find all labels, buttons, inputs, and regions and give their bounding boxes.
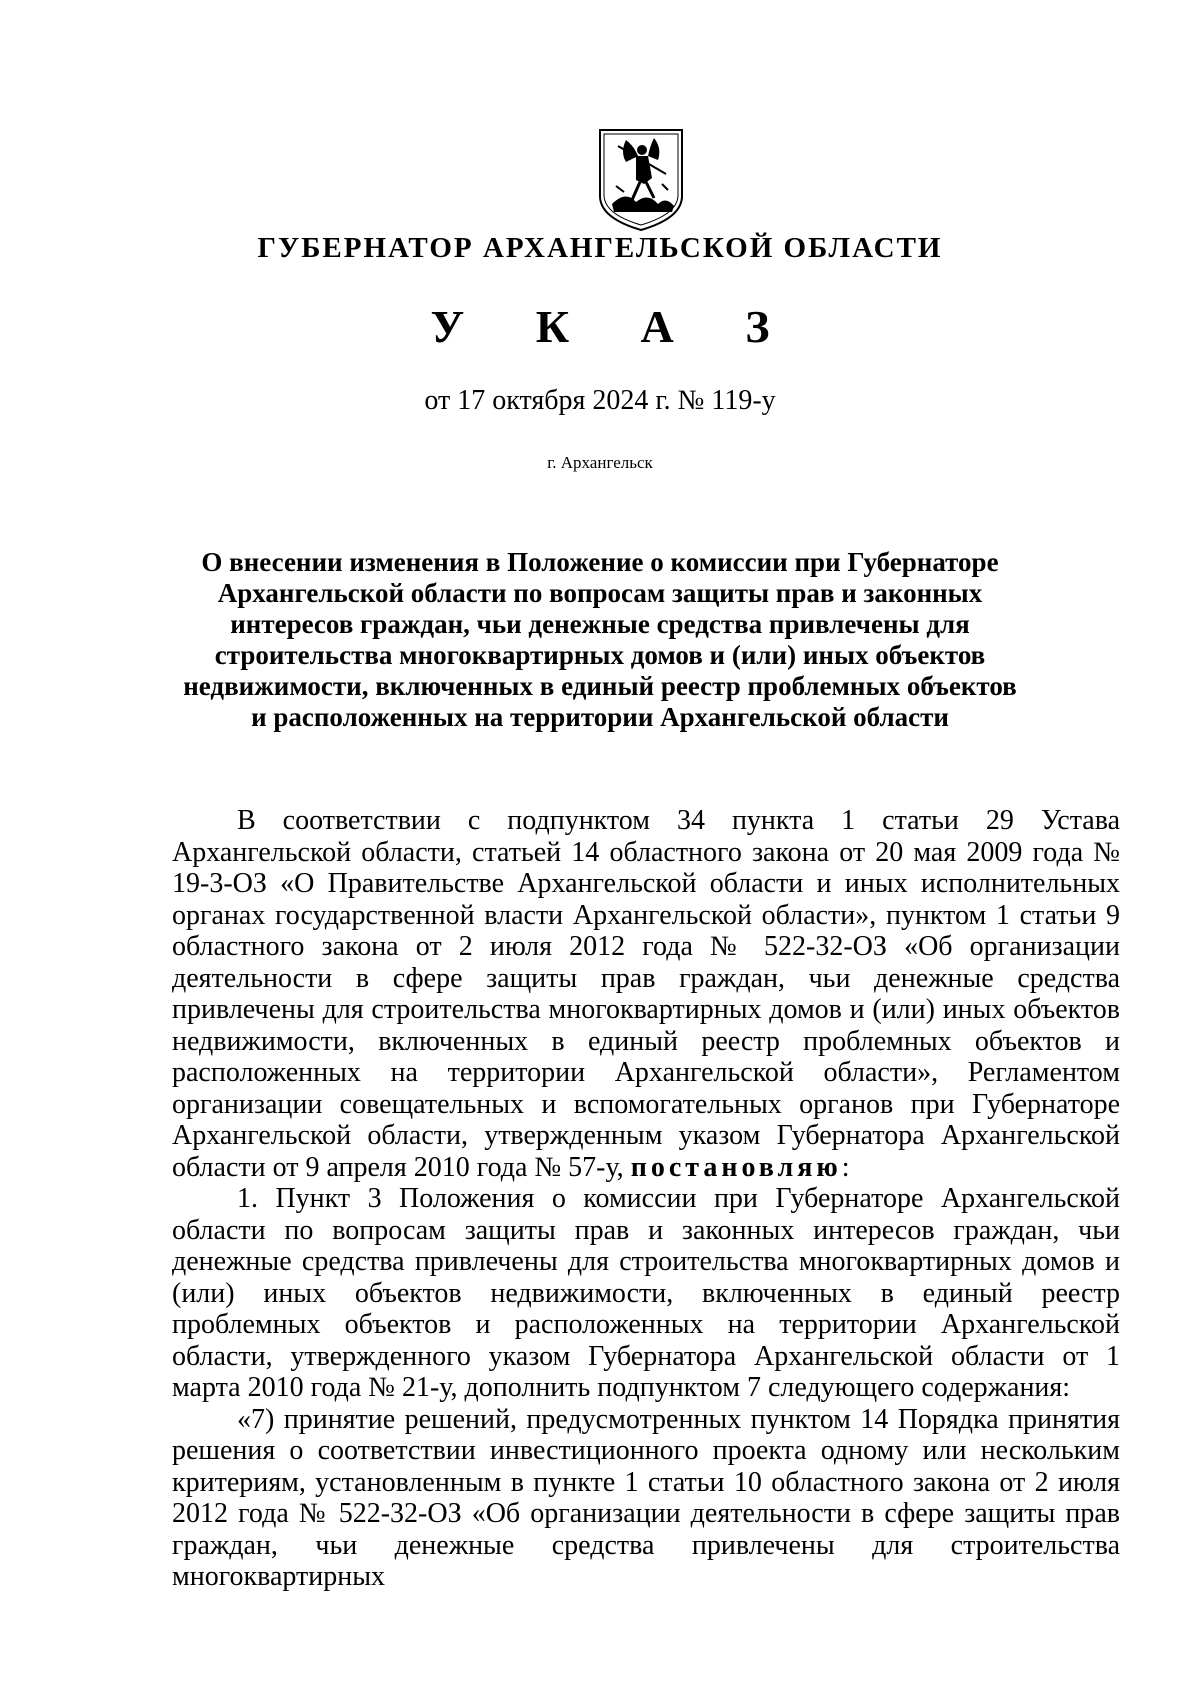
paragraph-subitem-7: «7) принятие решений, предусмотренных пунктом 14 Порядка принятия решения о соответствии инвестиционного проекта одному или нескольким критериям, установленным в пункте 1 статьи 10 областного закона от 2 июля 2012 года № 522-32-ОЗ «Об организации деятельности в сфере защиты прав граждан, чьи денежные средства привлечены для строительства многоквартирных <box>172 1403 1120 1592</box>
decree-colon: : <box>841 1151 850 1183</box>
preamble-text: В соответствии с подпунктом 34 пункта 1 статьи 29 Устава Архангельской области, статьей 14 областного закона от 20 мая 2009 года № 19-3-ОЗ «О Правительстве Архангельской области и иных исполнительных органах государственной власти Архангельской области», пунктом 1 статьи 9 областного закона от 2 июля 2012 года № 522-32-ОЗ «Об организации деятельности в сфере защиты прав граждан, чьи денежные средства привлечены для строительства многоквартирных домов и (или) иных объектов недвижимости, включенных в единый реестр проблемных объектов и расположенных на территории Архангельской области», Регламентом организации совещательных и вспомогательных органов при Губернаторе Архангельской области, утвержденным указом Губернатора Архангельской области от 9 апреля 2010 года № 57-у, <box>172 805 1120 1183</box>
paragraph-preamble <box>172 805 1120 1183</box>
document-type: У К А З <box>430 301 800 352</box>
issuer-heading: ГУБЕРНАТОР АРХАНГЕЛЬСКОЙ ОБЛАСТИ <box>257 232 943 264</box>
city-name: г. Архангельск <box>547 453 653 472</box>
coat-of-arms-icon <box>596 126 686 234</box>
date-and-number: от 17 октября 2024 г. № 119-у <box>424 385 776 416</box>
decree-word: постановляю <box>630 1151 842 1183</box>
paragraph-item-1: 1. Пункт 3 Положения о комиссии при Губернаторе Архангельской области по вопросам защиты прав и законных интересов граждан, чьи денежные средства привлечены для строительства многоквартирных домов и (или) иных объектов недвижимости, включенных в единый реестр проблемных объектов и расположенных на территории Архангельской области, утвержденного указом Губернатора Архангельской области от 1 марта 2010 года № 21-у, дополнить подпунктом 7 следующего содержания: <box>172 1183 1120 1403</box>
document-title: О внесении изменения в Положение о комиссии при Губернаторе Архангельской области по вопросам защиты прав и законных интересов граждан, чьи денежные средства привлечены для строительства многоквартирных домов и (или) иных объектов недвижимости, включенных в единый реестр проблемных объектов и расположенных на территории Архангельской области <box>183 547 1017 732</box>
document-body <box>172 805 1120 1593</box>
